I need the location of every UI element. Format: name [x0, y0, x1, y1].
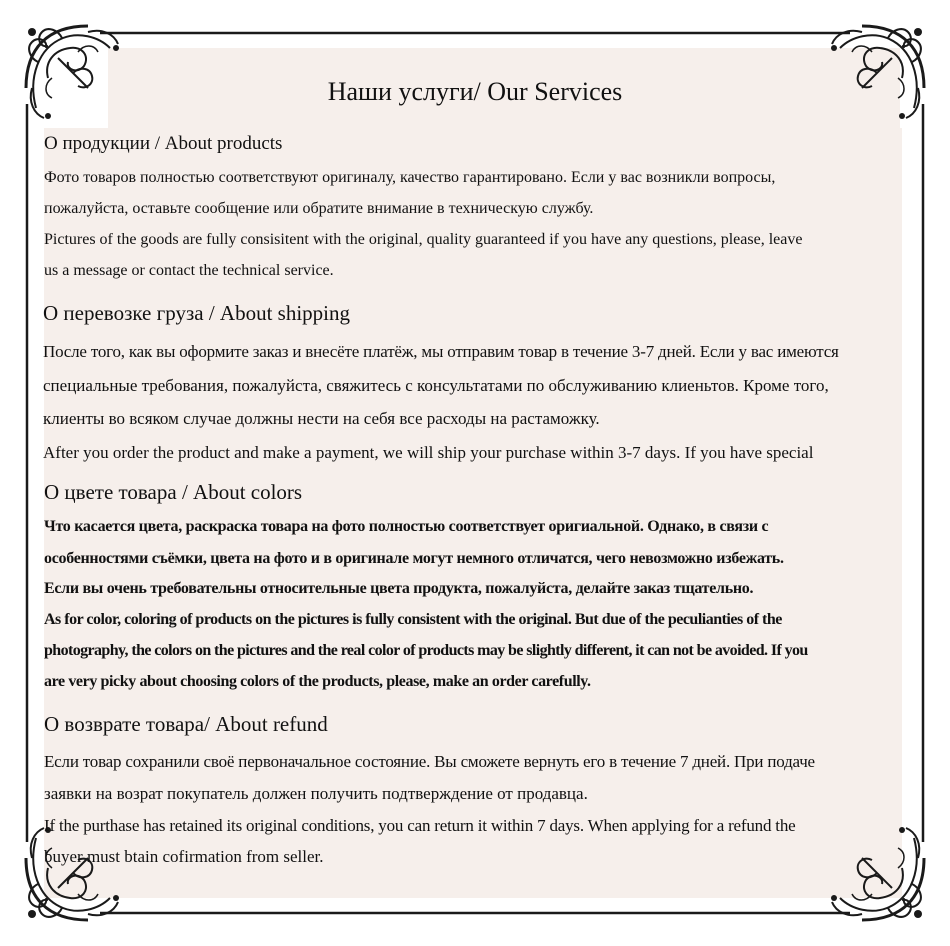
refund-line-3: If the purthase has retained its original conditions, you can return it within 7 days. When applying for a refund the — [44, 816, 796, 835]
shipping-line-3: клиенты во всяком случае должны нести на себя все расходы на растаможку. — [43, 409, 600, 428]
refund-line-1: Если товар сохранили своё первоначальное состояние. Вы сможете вернуть его в течение 7 дней. При подаче — [44, 752, 815, 771]
shipping-line-4: After you order the product and make a payment, we will ship your purchase within 3-7 days. If you have special — [43, 443, 814, 462]
products-line-2: пожалуйста, оставьте сообщение или обратите внимание в техническую службу. — [44, 200, 594, 217]
products-line-1: Фото товаров полностью соответствуют оригиналу, качество гарантировано. Если у вас возникли вопросы, — [44, 169, 776, 186]
colors-line-6: are very picky about choosing colors of the products, please, make an order carefully. — [44, 673, 591, 690]
shipping-line-1: После того, как вы оформите заказ и внесёте платёж, мы отправим товар в течение 3-7 дней. Если у вас имеются — [43, 342, 839, 361]
section-heading-products: О продукции / About products — [44, 133, 283, 154]
products-line-4: us a message or contact the technical service. — [44, 262, 334, 279]
refund-line-2: заявки на возрат покупатель должен получить подтверждение от продавца. — [44, 784, 588, 803]
colors-line-1: Что касается цвета, раскраска товара на фото полностью соответствует оригиальной. Однако, в связи с — [44, 518, 769, 535]
section-heading-refund: О возврате товара/ About refund — [44, 712, 328, 736]
colors-line-3: Если вы очень требовательны относительные цвета продукта, пожалуйста, делайте заказ тщательно. — [44, 580, 754, 597]
colors-line-2: особенностями съёмки, цвета на фото и в оригинале могут немного отличатся, чего невозможно избежать. — [44, 550, 784, 567]
section-heading-colors: О цвете товара / About colors — [44, 480, 303, 504]
colors-line-4: As for color, coloring of products on the pictures is fully consistent with the original. But due of the peculianties of the — [44, 611, 782, 628]
page-title: Наши услуги/ Our Services — [327, 77, 623, 106]
colors-line-5: photography, the colors on the pictures and the real color of products may be slightly different, it can not be avoided. If you — [44, 642, 808, 659]
refund-line-4: buyer must btain cofirmation from seller. — [44, 847, 324, 866]
products-line-3: Pictures of the goods are fully consisitent with the original, quality guaranteed if you have any questions, please, leave — [44, 231, 803, 248]
shipping-line-2: специальные требования, пожалуйста, свяжитесь с консультатами по обслуживанию клиеньтов. Кроме того, — [43, 376, 829, 395]
section-heading-shipping: О перевозке груза / About shipping — [43, 301, 350, 325]
